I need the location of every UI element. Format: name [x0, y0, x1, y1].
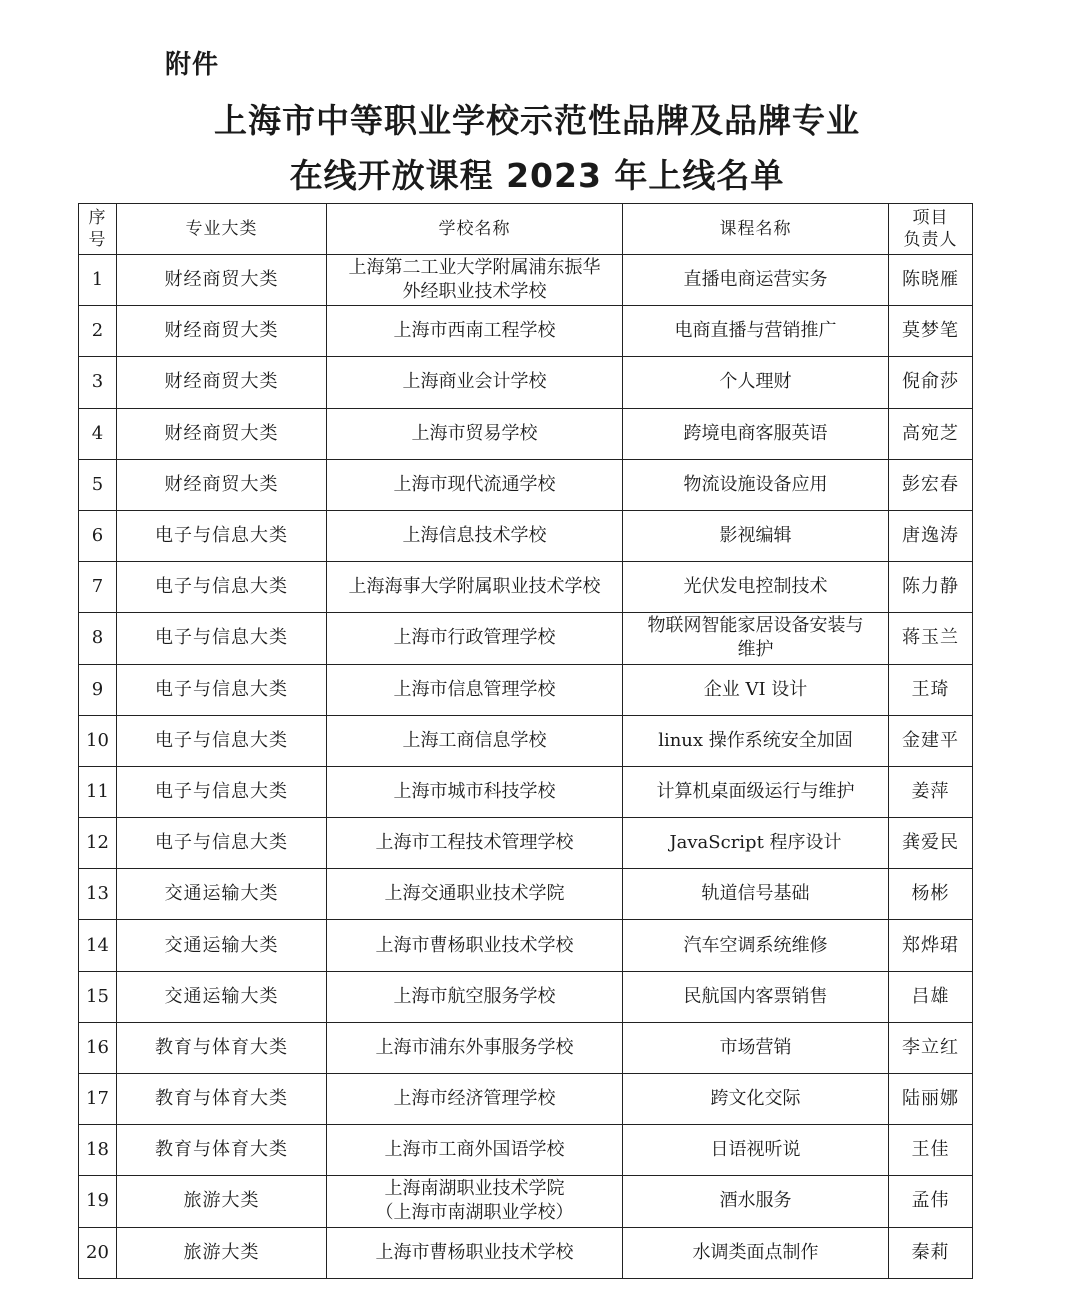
row-course — [623, 766, 889, 817]
row-course — [623, 562, 889, 613]
row-school — [327, 255, 623, 306]
row-owner: 倪俞莎 — [889, 357, 973, 408]
row-number: 14 — [79, 920, 117, 971]
row-owner: 陆丽娜 — [889, 1074, 973, 1125]
row-category: 电子与信息大类 — [117, 664, 327, 715]
row-number: 18 — [79, 1125, 117, 1176]
row-school-line1: 上海市现代流通学校 — [393, 473, 556, 495]
row-school — [327, 664, 623, 715]
table-row — [79, 613, 973, 664]
row-school-line1: 上海市工程技术管理学校 — [375, 832, 574, 854]
table-row — [79, 459, 973, 510]
header-owner-line2: 负责人 — [903, 230, 958, 250]
row-owner: 金建平 — [889, 715, 973, 766]
table-row — [79, 357, 973, 408]
row-school — [327, 510, 623, 561]
row-owner: 陈力静 — [889, 562, 973, 613]
row-school-line1: 上海工商信息学校 — [402, 729, 547, 751]
table-row — [79, 664, 973, 715]
table-row — [79, 1227, 973, 1278]
row-school — [327, 1227, 623, 1278]
row-category: 教育与体育大类 — [117, 1074, 327, 1125]
table-row — [79, 255, 973, 306]
header-owner-line1: 项目 — [912, 208, 949, 228]
row-course-line1: JavaScript 程序设计 — [669, 832, 842, 854]
course-list-table — [78, 203, 973, 1279]
row-category: 财经商贸大类 — [117, 357, 327, 408]
row-number: 12 — [79, 818, 117, 869]
row-category: 旅游大类 — [117, 1176, 327, 1227]
row-owner: 郑烨珺 — [889, 920, 973, 971]
header-no-line2: 号 — [88, 230, 107, 250]
row-course-line1: 汽车空调系统维修 — [683, 934, 828, 956]
row-number: 9 — [79, 664, 117, 715]
row-course — [623, 715, 889, 766]
row-school-line1: 上海市浦东外事服务学校 — [375, 1036, 574, 1058]
row-school — [327, 613, 623, 664]
row-school-line1: 上海市西南工程学校 — [393, 320, 556, 342]
row-category: 电子与信息大类 — [117, 562, 327, 613]
row-course — [623, 306, 889, 357]
header-course: 课程名称 — [623, 204, 889, 255]
row-number: 16 — [79, 1022, 117, 1073]
row-course — [623, 255, 889, 306]
row-number: 2 — [79, 306, 117, 357]
row-school — [327, 766, 623, 817]
row-school-line1: 上海南湖职业技术学院 — [384, 1178, 565, 1200]
row-school-line1: 上海商业会计学校 — [402, 371, 547, 393]
table-row — [79, 971, 973, 1022]
row-category: 教育与体育大类 — [117, 1125, 327, 1176]
row-course — [623, 1022, 889, 1073]
row-course-line1: 物联网智能家居设备安装与 — [647, 615, 864, 637]
row-owner: 杨彬 — [889, 869, 973, 920]
row-course-line1: 企业 VI 设计 — [703, 678, 808, 700]
row-school-line1: 上海市信息管理学校 — [393, 678, 556, 700]
row-category: 旅游大类 — [117, 1227, 327, 1278]
row-owner: 王佳 — [889, 1125, 973, 1176]
row-school — [327, 715, 623, 766]
row-course-line1: 水调类面点制作 — [692, 1241, 819, 1263]
row-course-line2: 维护 — [737, 639, 774, 661]
row-school — [327, 357, 623, 408]
row-school — [327, 1125, 623, 1176]
row-owner: 唐逸涛 — [889, 510, 973, 561]
row-course-line1: linux 操作系统安全加固 — [658, 729, 853, 751]
row-school — [327, 408, 623, 459]
row-number: 15 — [79, 971, 117, 1022]
row-school-line2: （上海市南湖职业学校） — [375, 1202, 574, 1224]
row-school-line1: 上海市航空服务学校 — [393, 985, 556, 1007]
table-row — [79, 920, 973, 971]
row-category: 财经商贸大类 — [117, 306, 327, 357]
row-category: 交通运输大类 — [117, 971, 327, 1022]
row-school-line1: 上海市城市科技学校 — [393, 780, 556, 802]
row-number: 13 — [79, 869, 117, 920]
row-school-line1: 上海信息技术学校 — [402, 525, 547, 547]
row-school-line1: 上海市工商外国语学校 — [384, 1139, 565, 1161]
row-category: 交通运输大类 — [117, 869, 327, 920]
row-course-line1: 日语视听说 — [710, 1139, 801, 1161]
table-row — [79, 715, 973, 766]
row-course-line1: 计算机桌面级运行与维护 — [656, 780, 855, 802]
row-category: 电子与信息大类 — [117, 818, 327, 869]
row-course-line1: 市场营销 — [719, 1036, 792, 1058]
row-course-line1: 跨境电商客服英语 — [683, 422, 828, 444]
table-row — [79, 1074, 973, 1125]
row-number: 7 — [79, 562, 117, 613]
row-number: 1 — [79, 255, 117, 306]
document-title-line2: 在线开放课程 2023 年上线名单 — [289, 156, 785, 195]
row-owner: 高宛芝 — [889, 408, 973, 459]
header-no-line1: 序 — [88, 208, 107, 228]
table-row — [79, 1022, 973, 1073]
row-number: 17 — [79, 1074, 117, 1125]
row-course-line1: 民航国内客票销售 — [683, 985, 828, 1007]
row-category: 电子与信息大类 — [117, 766, 327, 817]
row-course — [623, 1074, 889, 1125]
header-owner — [889, 204, 973, 255]
row-owner: 李立红 — [889, 1022, 973, 1073]
row-course — [623, 357, 889, 408]
row-owner: 孟伟 — [889, 1176, 973, 1227]
row-category: 教育与体育大类 — [117, 1022, 327, 1073]
row-course — [623, 869, 889, 920]
row-school — [327, 306, 623, 357]
row-owner: 龚爱民 — [889, 818, 973, 869]
table-row — [79, 766, 973, 817]
row-owner: 姜萍 — [889, 766, 973, 817]
row-school-line1: 上海市经济管理学校 — [393, 1088, 556, 1110]
row-school-line1: 上海市曹杨职业技术学校 — [375, 1241, 574, 1263]
table-row — [79, 1176, 973, 1227]
row-number: 3 — [79, 357, 117, 408]
row-owner: 彭宏春 — [889, 459, 973, 510]
row-course-line1: 轨道信号基础 — [701, 883, 810, 905]
row-number: 8 — [79, 613, 117, 664]
row-school — [327, 1022, 623, 1073]
row-course — [623, 818, 889, 869]
row-owner: 王琦 — [889, 664, 973, 715]
row-course — [623, 1227, 889, 1278]
header-no — [79, 204, 117, 255]
row-owner: 蒋玉兰 — [889, 613, 973, 664]
row-school — [327, 1176, 623, 1227]
row-course — [623, 920, 889, 971]
row-course — [623, 664, 889, 715]
row-owner: 莫梦笔 — [889, 306, 973, 357]
table-row — [79, 818, 973, 869]
row-category: 电子与信息大类 — [117, 715, 327, 766]
row-category: 交通运输大类 — [117, 920, 327, 971]
row-owner: 秦莉 — [889, 1227, 973, 1278]
row-course-line1: 电商直播与营销推广 — [674, 320, 837, 342]
row-category: 电子与信息大类 — [117, 613, 327, 664]
row-school — [327, 971, 623, 1022]
row-category: 财经商贸大类 — [117, 255, 327, 306]
table-row — [79, 306, 973, 357]
row-number: 5 — [79, 459, 117, 510]
row-course — [623, 408, 889, 459]
table-row — [79, 510, 973, 561]
row-course-line1: 直播电商运营实务 — [683, 269, 828, 291]
header-school: 学校名称 — [327, 204, 623, 255]
table-row — [79, 869, 973, 920]
row-number: 6 — [79, 510, 117, 561]
document-title-line1: 上海市中等职业学校示范性品牌及品牌专业 — [214, 101, 860, 140]
row-school — [327, 920, 623, 971]
row-number: 10 — [79, 715, 117, 766]
row-number: 4 — [79, 408, 117, 459]
row-school — [327, 1074, 623, 1125]
row-category: 财经商贸大类 — [117, 459, 327, 510]
row-course-line1: 光伏发电控制技术 — [683, 576, 828, 598]
row-course-line1: 个人理财 — [719, 371, 792, 393]
row-school-line1: 上海海事大学附属职业技术学校 — [348, 576, 601, 598]
table-row — [79, 562, 973, 613]
row-owner: 陈晓雁 — [889, 255, 973, 306]
row-course — [623, 613, 889, 664]
table-row — [79, 1125, 973, 1176]
row-number: 11 — [79, 766, 117, 817]
row-category: 电子与信息大类 — [117, 510, 327, 561]
row-school-line2: 外经职业技术学校 — [402, 281, 547, 303]
row-number: 20 — [79, 1227, 117, 1278]
row-course-line1: 跨文化交际 — [710, 1088, 801, 1110]
table-body — [79, 255, 973, 1279]
row-school — [327, 562, 623, 613]
row-number: 19 — [79, 1176, 117, 1227]
row-school-line1: 上海市曹杨职业技术学校 — [375, 934, 574, 956]
header-category: 专业大类 — [117, 204, 327, 255]
table-header-row — [79, 204, 973, 255]
row-school-line1: 上海交通职业技术学院 — [384, 883, 565, 905]
row-school-line1: 上海市贸易学校 — [411, 422, 538, 444]
row-school — [327, 869, 623, 920]
row-school — [327, 818, 623, 869]
row-course — [623, 510, 889, 561]
row-course — [623, 971, 889, 1022]
row-course-line1: 酒水服务 — [719, 1190, 792, 1212]
table-row — [79, 408, 973, 459]
attachment-label: 附件 — [165, 50, 220, 80]
row-owner: 吕雄 — [889, 971, 973, 1022]
row-course — [623, 1125, 889, 1176]
row-course — [623, 1176, 889, 1227]
row-category: 财经商贸大类 — [117, 408, 327, 459]
row-course — [623, 459, 889, 510]
row-school — [327, 459, 623, 510]
row-school-line1: 上海市行政管理学校 — [393, 627, 556, 649]
row-school-line1: 上海第二工业大学附属浦东振华 — [348, 257, 601, 279]
row-course-line1: 物流设施设备应用 — [683, 473, 828, 495]
row-course-line1: 影视编辑 — [719, 525, 792, 547]
